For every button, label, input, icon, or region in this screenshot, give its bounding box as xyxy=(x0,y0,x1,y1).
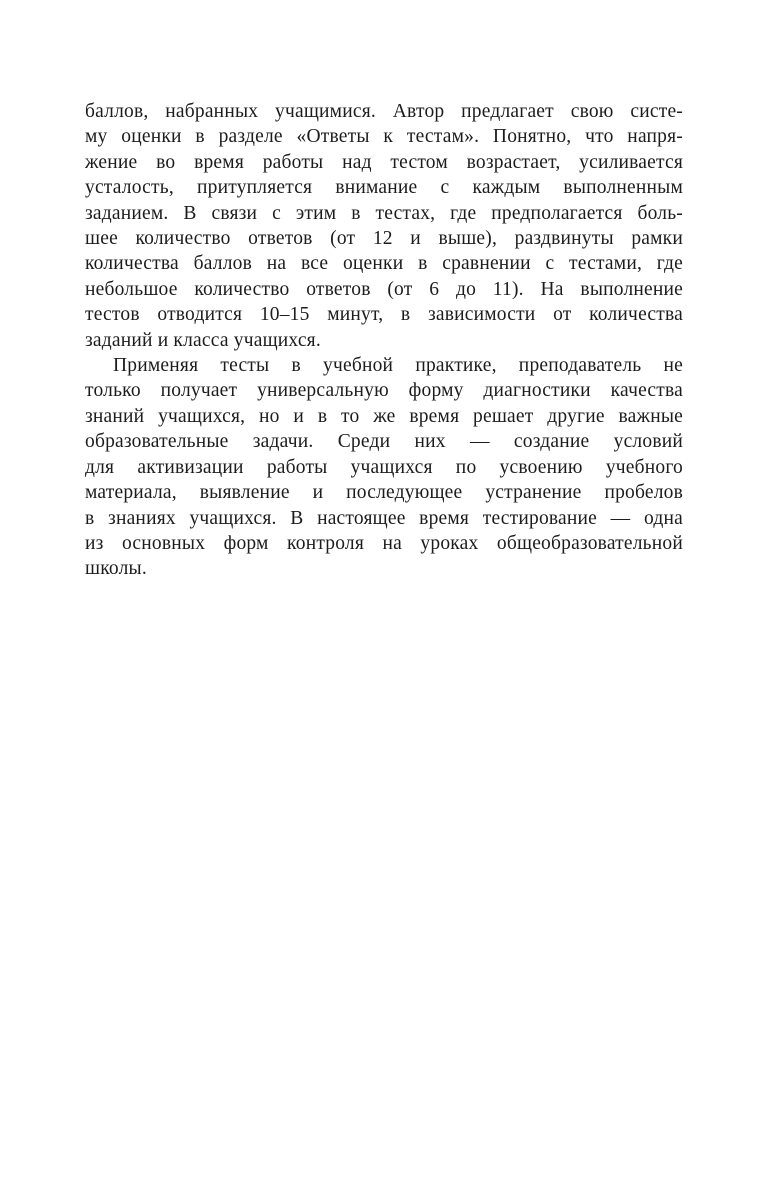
text-line: шее количество ответов (от 12 и выше), раздвинуты рамки xyxy=(85,228,683,250)
text-line: материала, выявление и последующее устранение пробелов xyxy=(85,482,683,504)
text-line: му оценки в разделе «Ответы к тестам». Понятно, что напря- xyxy=(85,126,683,148)
body-text xyxy=(85,99,683,582)
text-line: для активизации работы учащихся по усвоению учебного xyxy=(85,456,683,478)
text-line: количества баллов на все оценки в сравнении с тестами, где xyxy=(85,253,683,275)
text-line: заданий и класса учащихся. xyxy=(85,329,321,351)
text-line: Применяя тесты в учебной практике, преподаватель не xyxy=(113,355,683,377)
text-line: жение во время работы над тестом возрастает, усиливается xyxy=(85,151,683,173)
text-line: тестов отводится 10–15 минут, в зависимости от количества xyxy=(85,304,683,326)
text-line: усталость, притупляется внимание с каждым выполненным xyxy=(85,177,683,199)
text-line: школы. xyxy=(85,558,147,580)
paragraph xyxy=(85,353,683,582)
text-line: из основных форм контроля на уроках общеобразовательной xyxy=(85,532,683,554)
text-line: в знаниях учащихся. В настоящее время тестирование — одна xyxy=(85,507,683,529)
text-line: только получает универсальную форму диагностики качества xyxy=(85,380,683,402)
text-line: образовательные задачи. Среди них — создание условий xyxy=(85,431,683,453)
text-line: небольшое количество ответов (от 6 до 11). На выполнение xyxy=(85,278,683,300)
text-line: заданием. В связи с этим в тестах, где предполагается боль- xyxy=(85,202,683,224)
paragraph xyxy=(85,99,683,353)
text-line: знаний учащихся, но и в то же время решает другие важные xyxy=(85,405,683,427)
text-line: баллов, набранных учащимися. Автор предлагает свою систе- xyxy=(85,101,683,122)
